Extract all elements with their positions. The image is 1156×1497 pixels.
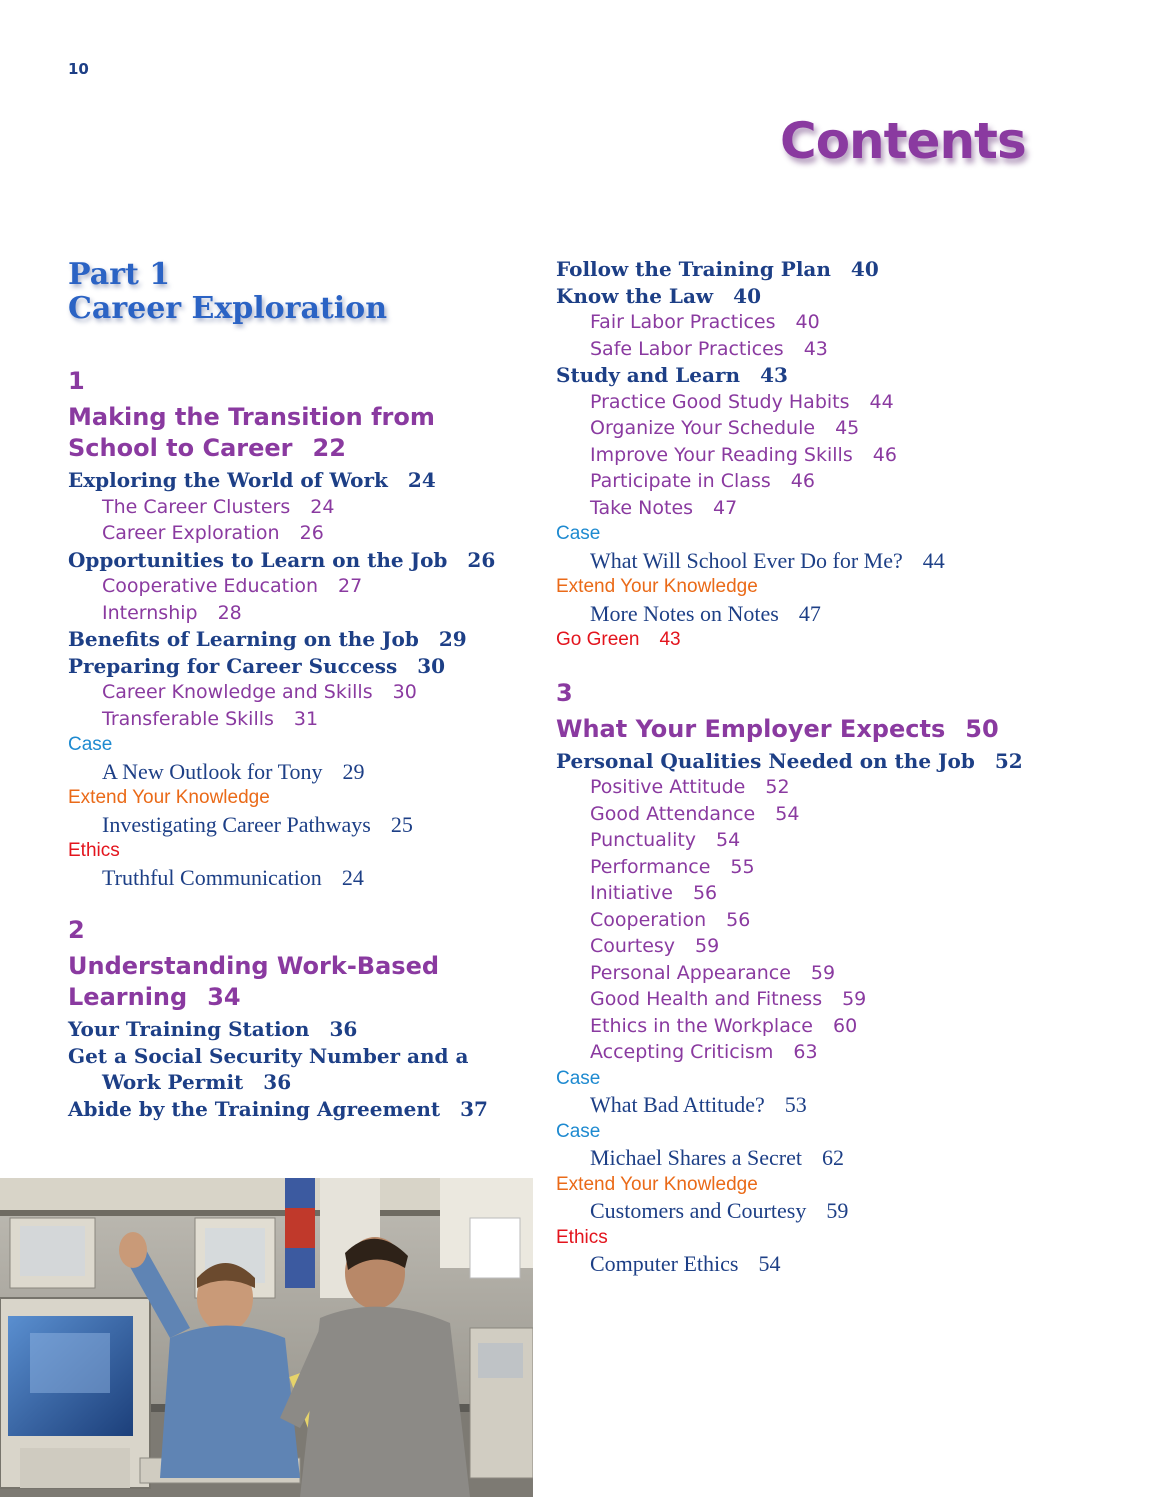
feature-title [68, 812, 528, 839]
toc-subsection-text: Organize Your Schedule [590, 417, 816, 439]
toc-subsection-text: Internship [102, 601, 198, 624]
chapter-number: 2 [68, 916, 85, 944]
page-ref: 53 [784, 1092, 807, 1117]
toc-subsection-text: Take Notes [590, 496, 694, 519]
page-ref: 36 [263, 1070, 292, 1094]
toc-subsection [556, 774, 1146, 801]
toc-subsection [556, 986, 1146, 1013]
toc-subsection [556, 801, 1146, 828]
toc-subsection-text: Career Exploration [102, 522, 280, 544]
toc-section-text: Abide by the Training Agreement [68, 1096, 441, 1121]
page-title: Contents [780, 112, 1026, 170]
page-ref: 52 [994, 748, 1023, 773]
page-ref: 26 [299, 522, 324, 544]
page-ref: 43 [803, 337, 828, 360]
toc-section [556, 283, 1146, 310]
page-ref: 25 [390, 811, 413, 837]
page-ref: 24 [310, 495, 335, 518]
feature-label-ethics [556, 1225, 1146, 1252]
toc-section [68, 626, 528, 653]
toc-section-text: Personal Qualities Needed on the Job [556, 748, 975, 773]
toc-left-column [68, 258, 528, 1146]
feature-title-text: Michael Shares a Secret [590, 1145, 802, 1170]
page-ref: 26 [467, 547, 496, 572]
toc-subsection [556, 907, 1146, 934]
feature-label-gogreen-text: Go Green [556, 629, 640, 650]
feature-label-ethics [68, 838, 528, 865]
toc-section [68, 653, 528, 680]
feature-label-case [68, 732, 528, 759]
page-ref: 24 [407, 468, 436, 492]
chapter-block [556, 678, 1146, 1278]
photo-students-at-computers [0, 1178, 533, 1497]
toc-section-text: Benefits of Learning on the Job [68, 627, 419, 651]
page-number: 10 [68, 60, 89, 78]
toc-section-text: Study and Learn [556, 363, 741, 387]
feature-label-case-text: Case [556, 1120, 601, 1142]
toc-subsection-text: Fair Labor Practices [590, 311, 776, 333]
toc-subsection [556, 960, 1146, 987]
page-ref: 59 [695, 935, 720, 957]
feature-title-text: A New Outlook for Tony [102, 758, 323, 784]
page-ref: 63 [793, 1041, 818, 1063]
toc-subsection [68, 679, 528, 706]
chapter-title-text: What Your Employer Expects [556, 714, 946, 743]
toc-subsection [556, 415, 1146, 442]
page-ref: 46 [790, 470, 815, 492]
toc-subsection-text: Personal Appearance [590, 961, 791, 984]
feature-title-text: What Bad Attitude? [590, 1092, 765, 1117]
chapter-number: 3 [556, 678, 573, 707]
page-ref: 56 [692, 882, 718, 904]
page-ref: 54 [758, 1251, 781, 1276]
toc-subsection [68, 494, 528, 521]
toc-subsection-text: Improve Your Reading Skills [590, 443, 853, 466]
toc-subsection-text: Cooperative Education [102, 575, 319, 597]
page-ref: 36 [329, 1017, 358, 1041]
page-ref: 47 [713, 496, 738, 519]
toc-subsection [556, 1039, 1146, 1066]
toc-section-text: Preparing for Career Success [68, 653, 398, 678]
page-ref: 43 [659, 629, 681, 650]
page-ref: 56 [726, 908, 751, 931]
chapter-title [68, 951, 528, 1013]
toc-subsection-text: Performance [590, 855, 711, 878]
toc-section-text: Your Training Station [68, 1017, 310, 1041]
feature-label-extend [556, 1172, 1146, 1199]
page-ref: 30 [392, 681, 417, 703]
page-ref: 59 [810, 961, 836, 984]
toc-subsection [556, 468, 1146, 495]
page-ref: 34 [207, 983, 241, 1011]
page-ref: 37 [460, 1096, 488, 1121]
chapter-2-continuation [556, 256, 1146, 654]
feature-title-text: Computer Ethics [590, 1251, 739, 1276]
toc-subsection [556, 389, 1146, 416]
page-ref: 40 [850, 257, 879, 281]
toc-subsection [68, 520, 528, 547]
chapter-title-text: Making the Transition from School to Career [68, 403, 435, 462]
page-ref: 22 [312, 434, 346, 462]
feature-title [556, 548, 1146, 575]
toc-section [68, 547, 528, 574]
page-ref: 52 [765, 776, 790, 798]
feature-title-text: More Notes on Notes [590, 600, 779, 626]
toc-section [68, 1016, 528, 1043]
feature-label-extend-text: Extend Your Knowledge [556, 576, 758, 597]
page-ref: 27 [338, 575, 363, 597]
page-ref: 29 [342, 758, 365, 784]
toc-subsection-text: Practice Good Study Habits [590, 390, 850, 413]
page-ref: 59 [826, 1198, 849, 1223]
feature-label-case [556, 1066, 1146, 1093]
feature-title [556, 1092, 1146, 1119]
toc-subsection [556, 827, 1146, 854]
toc-subsection [556, 880, 1146, 907]
toc-subsection-text: Ethics in the Workplace [590, 1014, 813, 1037]
feature-title-text: Customers and Courtesy [590, 1198, 807, 1223]
page-ref: 60 [832, 1014, 858, 1037]
toc-subsection [68, 600, 528, 627]
toc-subsection [556, 442, 1146, 469]
page-ref: 50 [965, 714, 999, 743]
toc-subsection-text: Participate in Class [590, 470, 771, 492]
page-ref: 54 [716, 829, 741, 851]
toc-subsection-text: The Career Clusters [102, 495, 291, 518]
chapter-block [68, 366, 528, 891]
toc-section [556, 256, 1146, 283]
toc-subsection-text: Good Health and Fitness [590, 988, 823, 1010]
feature-label-case-text: Case [556, 523, 601, 544]
toc-section-text: Know the Law [556, 283, 714, 308]
feature-label-case-text: Case [68, 734, 113, 755]
toc-subsection-text: Good Attendance [590, 802, 756, 825]
feature-title [68, 865, 528, 892]
toc-subsection [556, 933, 1146, 960]
feature-label-gogreen [556, 627, 1146, 654]
page-ref: 47 [798, 600, 821, 626]
feature-title-text: What Will School Ever Do for Me? [590, 547, 903, 573]
page-ref: 40 [795, 311, 820, 333]
page-ref: 43 [760, 363, 788, 387]
toc-section [556, 362, 1146, 389]
toc-subsection-text: Positive Attitude [590, 776, 746, 798]
toc-subsection-text: Initiative [590, 882, 673, 904]
page-ref: 45 [835, 417, 860, 439]
feature-label-extend [556, 574, 1146, 601]
feature-label-extend-text: Extend Your Knowledge [556, 1173, 758, 1195]
toc-section [68, 1096, 528, 1123]
page-ref: 30 [417, 653, 446, 678]
page-ref: 28 [217, 601, 242, 624]
toc-section [68, 467, 528, 494]
toc-section-text: Get a Social Security Number and a Work Permit [68, 1043, 469, 1094]
toc-subsection [556, 1013, 1146, 1040]
feature-title [556, 1145, 1146, 1172]
feature-label-case [556, 521, 1146, 548]
toc-right-column [556, 256, 1146, 1302]
page-ref: 59 [842, 988, 867, 1010]
page-ref: 31 [293, 707, 319, 730]
feature-title [68, 759, 528, 786]
toc-subsection-text: Safe Labor Practices [590, 337, 784, 360]
part-heading [68, 258, 528, 326]
page-ref: 44 [869, 390, 894, 413]
part-name: Career Exploration [68, 291, 387, 326]
feature-title-text: Truthful Communication [102, 864, 322, 890]
chapter-title-text: Understanding Work-Based Learning [68, 952, 440, 1011]
chapter-title [556, 714, 1146, 745]
toc-subsection-text: Courtesy [590, 935, 676, 957]
feature-label-ethics-text: Ethics [556, 1226, 608, 1248]
feature-title [556, 1251, 1146, 1278]
feature-label-extend [68, 785, 528, 812]
chapter-title [68, 402, 528, 464]
part-label: Part 1 [68, 257, 171, 292]
right-chapters [556, 678, 1146, 1278]
toc-subsection-text: Transferable Skills [102, 707, 274, 730]
toc-subsection-text: Punctuality [590, 829, 697, 851]
toc-subsection [68, 706, 528, 733]
feature-title [556, 601, 1146, 628]
feature-label-case [556, 1119, 1146, 1146]
toc-subsection-text: Career Knowledge and Skills [102, 681, 373, 703]
toc-section [68, 1043, 528, 1096]
toc-subsection [556, 495, 1146, 522]
chapter-block [68, 915, 528, 1122]
toc-subsection [556, 336, 1146, 363]
feature-label-ethics-text: Ethics [68, 840, 120, 861]
page-ref: 55 [730, 855, 755, 878]
toc-section [556, 748, 1146, 775]
toc-subsection [556, 854, 1146, 881]
page-ref: 54 [775, 802, 800, 825]
toc-section-text: Exploring the World of Work [68, 468, 388, 492]
page-ref: 29 [438, 627, 467, 651]
left-chapters [68, 366, 528, 1122]
page-ref: 46 [872, 443, 897, 466]
page-ref: 44 [922, 547, 945, 573]
toc-subsection [556, 309, 1146, 336]
toc-subsection-text: Cooperation [590, 908, 707, 931]
feature-title [556, 1198, 1146, 1225]
toc-subsection [68, 573, 528, 600]
page-ref: 24 [341, 864, 364, 890]
page-ref: 40 [733, 283, 761, 308]
toc-subsection-text: Accepting Criticism [590, 1041, 774, 1063]
feature-label-extend-text: Extend Your Knowledge [68, 787, 270, 808]
toc-section-text: Opportunities to Learn on the Job [68, 547, 448, 572]
feature-label-case-text: Case [556, 1067, 601, 1089]
page-ref: 62 [821, 1145, 844, 1170]
feature-title-text: Investigating Career Pathways [102, 811, 371, 837]
toc-section-text: Follow the Training Plan [556, 257, 831, 281]
chapter-number: 1 [68, 367, 85, 395]
